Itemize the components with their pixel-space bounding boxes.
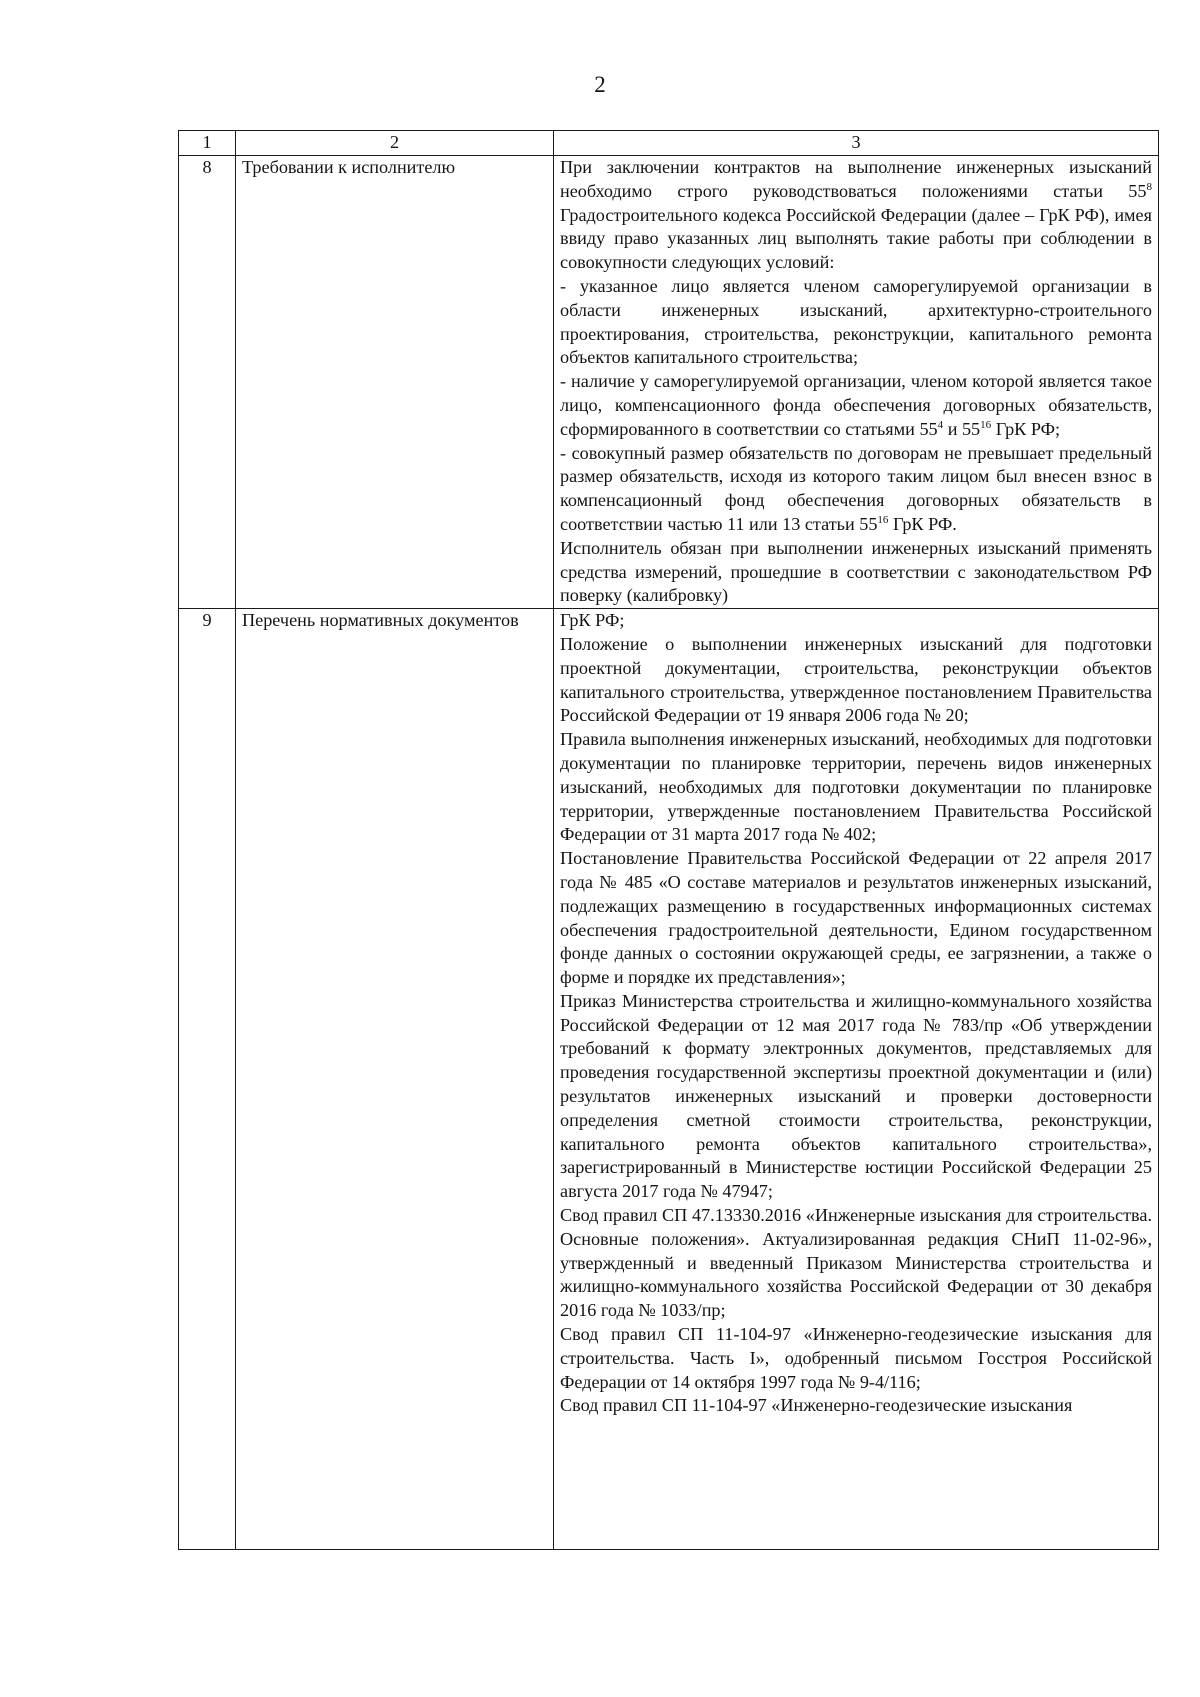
list-item: ГрК РФ;: [560, 610, 625, 631]
text-fragment: - наличие у саморегулируемой организации, членом которой является такое лицо, компенсационного фонда обеспечения договорных обязательств, сформированного в соответствии со статьями 55: [560, 371, 1152, 439]
column-header-1: 1: [179, 131, 236, 156]
text-fragment: При заключении контрактов на выполнение инженерных изысканий необходимо строго руководствоваться положениями статьи 55: [560, 157, 1152, 201]
paragraph: [560, 442, 1152, 537]
list-item: Свод правил СП 47.13330.2016 «Инженерные изыскания для строительства. Основные положения». Актуализированная редакция СНиП 11-02-96», утвержденный и введенный Приказом Министерства строительства и жилищно-коммунального хозяйства Российской Федерации от 30 декабря 2016 года № 1033/пр;: [560, 1205, 1152, 1321]
requirements-table: [178, 130, 1159, 1550]
table-row-9: [179, 609, 1159, 1550]
table-header-row: [179, 131, 1159, 156]
column-header-2: 2: [236, 131, 554, 156]
list-item: Свод правил СП 11-104-97 «Инженерно-геодезические изыскания: [560, 1395, 1073, 1416]
row-number: 9: [179, 609, 236, 1550]
text-fragment: Градостроительного кодекса Российской Федерации (далее – ГрК РФ), имея ввиду право указанных лиц выполнять такие работы при соблюдении в совокупности следующих условий:: [560, 204, 1152, 273]
list-item: Правила выполнения инженерных изысканий, необходимых для подготовки документации по планировке территории, перечень видов инженерных изысканий, необходимых для подготовки документации по планировке территории, утвержденные постановлением Правительства Российской Федерации от 31 марта 2017 года № 402;: [560, 729, 1152, 845]
list-item: Приказ Министерства строительства и жилищно-коммунального хозяйства Российской Федерации от 12 мая 2017 года № 783/пр «Об утверждении требований к формату электронных документов, представляемых для проведения государственной экспертизы проектной документации и (или) результатов инженерных изысканий и проверки достоверности определения сметной стоимости строительства, реконструкции, капитального ремонта объектов капитального строительства», зарегистрированный в Министерстве юстиции Российской Федерации 25 августа 2017 года № 47947;: [560, 990, 1152, 1202]
paragraph: Исполнитель обязан при выполнении инженерных изысканий применять средства измерений, прошедшие в соответствии с законодательством РФ поверку (калибровку): [560, 537, 1152, 606]
text-fragment: и 55: [943, 418, 981, 439]
table-row-8: [179, 156, 1159, 609]
paragraph: [560, 156, 1152, 275]
page-number: 2: [594, 72, 606, 97]
row-content: [554, 156, 1159, 609]
list-item: Положение о выполнении инженерных изысканий для подготовки проектной документации, строительства, реконструкции объектов капитального строительства, утвержденное постановлением Правительства Российской Федерации от 19 января 2006 года № 20;: [560, 633, 1152, 726]
row-title: Перечень нормативных документов: [236, 609, 554, 1550]
list-item: Свод правил СП 11-104-97 «Инженерно-геодезические изыскания для строительства. Часть I», одобренный письмом Госстроя Российской Федерации от 14 октября 1997 года № 9-4/116;: [560, 1324, 1152, 1392]
text-fragment: ГрК РФ.: [888, 513, 957, 534]
paragraph: [560, 370, 1152, 441]
superscript: 4: [937, 418, 944, 431]
list-item: Постановление Правительства Российской Федерации от 22 апреля 2017 года № 485 «О составе материалов и результатов инженерных изысканий, подлежащих размещению в государственных информационных системах обеспечения градостроительной деятельности, Едином государственном фонде данных о состоянии окружающей среды, ее загрязнении, а также о форме и порядке их представления»;: [560, 848, 1152, 988]
row-title: Требовании к исполнителю: [236, 156, 554, 609]
superscript: 16: [877, 513, 889, 526]
superscript: 8: [1146, 180, 1152, 193]
text-fragment: ГрК РФ;: [991, 418, 1061, 439]
row-number: 8: [179, 156, 236, 609]
paragraph: - указанное лицо является членом саморегулируемой организации в области инженерных изысканий, архитектурно-строительного проектирования, строительства, реконструкции, капитального ремонта объектов капитального строительства;: [560, 275, 1152, 368]
text-fragment: - совокупный размер обязательств по договорам не превышает предельный размер обязательств, исходя из которого таким лицом был внесен взнос в компенсационный фонд обеспечения договорных обязательств в соответствии частью 11 или 13 статьи 55: [560, 442, 1152, 534]
column-header-3: 3: [554, 131, 1159, 156]
superscript: 16: [980, 418, 992, 431]
row-content: [554, 609, 1159, 1550]
